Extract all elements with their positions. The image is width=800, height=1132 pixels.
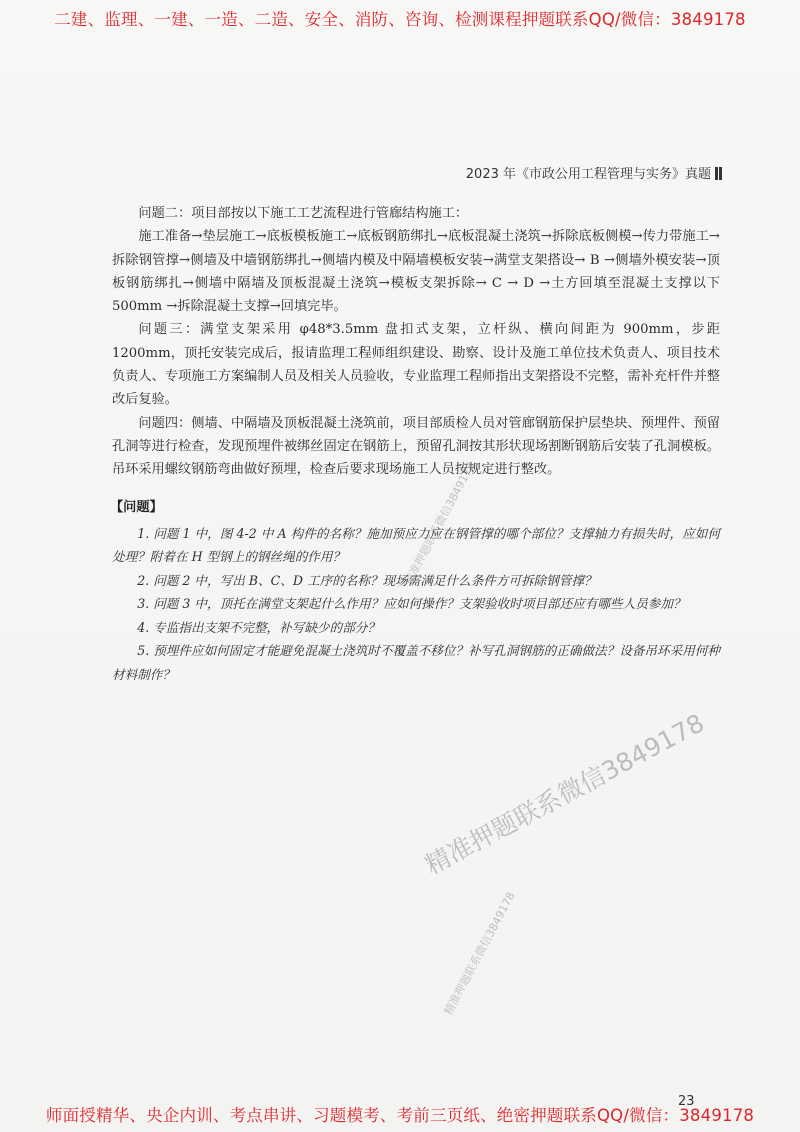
- watermark-small: 精准押题联系微信3849178: [401, 459, 478, 588]
- top-ad-banner: 二建、监理、一建、一造、二造、安全、消防、咨询、检测课程押题联系QQ/微信：3849178: [54, 10, 746, 29]
- questions-heading: 【问题】: [110, 499, 163, 515]
- question-item-2: 2. 问题 2 中，写出 B、C、D 工序的名称？现场需满足什么条件方可拆除钢管撑？: [137, 572, 597, 588]
- paragraph-issue-2-intro: 问题二：项目部按以下施工工艺流程进行管廊结构施工：: [138, 206, 469, 221]
- question-item-3: 3. 问题 3 中，顶托在满堂支架起什么作用？应如何操作？支架验收时项目部还应有哪些人员参加？: [137, 596, 686, 612]
- question-item-1: 1. 问题 1 中，图 4-2 中 A 构件的名称？施加预应力应在钢管撑的哪个部位？支撑轴力有损失时，应如何处理？附着在 H 型钢上的钢丝绳的作用？: [112, 525, 720, 565]
- page-number: 23: [678, 1094, 695, 1109]
- question-item-5: 5. 预埋件应如何固定才能避免混凝土浇筑时不覆盖不移位？补写孔洞钢筋的正确做法？设备吊环采用何种材料制作？: [112, 643, 720, 682]
- paragraph-process-flow: 施工准备→垫层施工→底板模板施工→底板钢筋绑扎→底板混凝土浇筑→拆除底板侧模→传力带施工→拆除钢管撑→侧墙及中墙钢筋绑扎→侧墙内模及中隔墙模板安装→满堂支架搭设→ B →侧墙外模安装→顶板钢筋绑扎→侧墙中隔墙及顶板混凝土浇筑→模板支架拆除→ C → D →土方回填至混凝土支撑以下 500mm →拆除混凝土支撑→回填完毕。: [112, 229, 720, 315]
- document-body: [112, 202, 720, 686]
- running-header: [466, 163, 718, 182]
- header-title: 2023 年《市政公用工程管理与实务》真题: [465, 167, 711, 182]
- questions-list: [112, 522, 720, 687]
- paragraph-issue-4: 问题四：侧墙、中隔墙及顶板混凝土浇筑前，项目部质检人员对管廊钢筋保护层垫块、预埋件、预留孔洞等进行检查，发现预埋件被绑丝固定在钢筋上，预留孔洞按其形状现场割断钢筋后安装了孔洞模板。吊环采用螺纹钢筋弯曲做好预埋，检查后要求现场施工人员按规定进行整改。: [112, 415, 720, 478]
- watermark-large: 精准押题联系微信3849178: [420, 708, 709, 881]
- header-bar-icon: [715, 167, 718, 180]
- bottom-ad-banner: 师面授精华、央企内训、考点串讲、习题模考、考前三页纸、绝密押题联系QQ/微信：3849178: [45, 1106, 755, 1125]
- paragraph-issue-3: 问题三：满堂支架采用 φ48*3.5mm 盘扣式支架，立杆纵、横向间距为 900mm，步距 1200mm，顶托安装完成后，报请监理工程师组织建设、勘察、设计及施工单位技术负责人、项目技术负责人、专项施工方案编制人员及相关人员验收，专业监理工程师指出支架搭设不完整，需补充杆件并整改后复验。: [112, 322, 720, 408]
- watermark-small: 精准押题联系微信3849178: [441, 889, 518, 1018]
- question-item-4: 4. 专监指出支架不完整，补写缺少的部分？: [137, 619, 380, 635]
